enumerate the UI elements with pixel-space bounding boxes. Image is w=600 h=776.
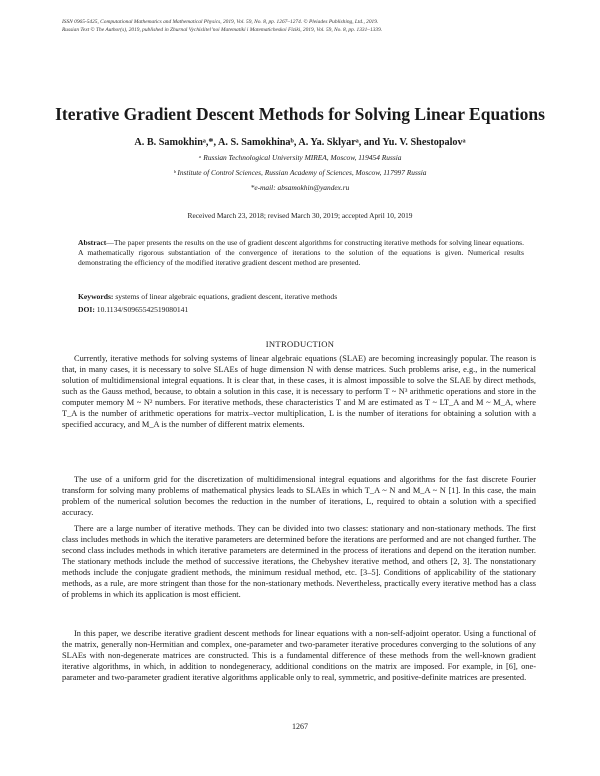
doi-label: DOI: <box>78 305 95 314</box>
paper-title: Iterative Gradient Descent Methods for Solving Linear Equations <box>55 104 545 124</box>
received-dates: Received March 23, 2018; revised March 30, 2019; accepted April 10, 2019 <box>187 211 413 220</box>
affiliation-a: ᵃ Russian Technological University MIREA, Moscow, 119454 Russia <box>198 153 402 162</box>
keywords-label: Keywords: <box>78 292 114 301</box>
intro-paragraph-1: Currently, iterative methods for solving systems of linear algebraic equations (SLAE) are becoming increasingly popular. The reason is that, in many cases, it is necessary to solve SLAEs of huge dimension N with dense matrices. Such problems arise, e.g., in the numerical solution of multidimensional integral equations. It is clear that, in these cases, it is almost impossible to solve the SLAE by direct methods, such as the Gauss method, because, to obtain a solution in this case, it is necessary to perform T ~ N³ arithmetic operations and store in the computer memory M ~ N² numbers. For iterative methods, these characteristics T and M are estimated as T ~ LT_A and M ~ M_A, where T_A is the number of arithmetic operations for matrix–vector multiplication, L is the number of iterations for obtaining a solution with a specified accuracy, and M_A is the number of different matrix elements. <box>62 354 536 429</box>
abstract-label: Abstract <box>78 238 107 247</box>
header-line-1: ISSN 0965-5425, Computational Mathematics and Mathematical Physics, 2019, Vol. 59, No. 8, pp. 1267–1274. © Pleiades Publishing, Ltd., 2019. <box>62 19 379 25</box>
intro-paragraph-3: There are a large number of iterative methods. They can be divided into two classes: stationary and non-stationary methods. The first class includes methods in which the iterative parameters are determined before the iterations are performed and are not changed further. The second class includes methods in which iterative parameters are determined in the process of iterations and depend on the iteration number. The stationary methods include the method of successive iterations, the Chebyshev iterative method, and others [2, 3]. The nonstationary methods include the conjugate gradient methods, the minimum residual method, etc. [3–5]. Conditions of applicability of the stationary methods, as a rule, are more stringent than those for the non-stationary methods. Nevertheless, practically every iterative method has a class of problems in which its application is most efficient. <box>62 524 536 599</box>
journal-header <box>62 19 562 34</box>
doi-text: 10.1134/S0965542519080141 <box>94 305 189 314</box>
keywords-text: systems of linear algebraic equations, gradient descent, iterative methods <box>113 292 338 301</box>
doi <box>78 305 524 315</box>
author-email: *e-mail: absamokhin@yandex.ru <box>250 183 350 192</box>
page-number: 1267 <box>292 722 308 731</box>
header-line-2: Russian Text © The Author(s), 2019, published in Zhurnal Vychislitel’noi Matematiki i Matematicheskoi Fiziki, 2019, Vol. 59, No. 8, pp. 1331–1339. <box>62 26 383 33</box>
intro-paragraph-2: The use of a uniform grid for the discretization of multidimensional integral equations and algorithms for the fast discrete Fourier transform for solving many problems of mathematical physics leads to SLAEs in which T_A ~ N and M_A ~ N [1]. In this case, the main problem of the numerical solution becomes the reduction in the number of iterations, L, required to obtain a solution with a specified accuracy. <box>62 475 536 517</box>
section-heading-introduction: INTRODUCTION <box>265 339 335 349</box>
keywords <box>78 292 524 302</box>
affiliation-b: ᵇ Institute of Control Sciences, Russian Academy of Sciences, Moscow, 117997 Russia <box>173 168 427 177</box>
intro-paragraph-4: In this paper, we describe iterative gradient descent methods for linear equations with a non-self-adjoint operator. Using a functional of the matrix, generally non-Hermitian and complex, one-parameter and two-parameter iterative procedures converging to the solutions of any SLAEs with non-degenerate matrices are constructed. This is a fundamental difference of these methods from the well-known gradient iterative algorithms, in which, in addition to nondegeneracy, additional conditions on the matrix are imposed. For example, in [6], one-parameter and two-parameter gradient iterative algorithms applicable only to real, symmetric, and positive-definite matrices are presented. <box>62 629 536 682</box>
abstract-text: —The paper presents the results on the use of gradient descent algorithms for constructing iterative methods for solving linear equations. A mathematically rigorous substantiation of the convergence of iterations to the solution of the equations is given. Numerical results demonstrating the efficiency of the modified iterative gradient descent method are presented. <box>78 238 524 268</box>
abstract <box>78 238 524 269</box>
author-list: A. B. Samokhinᵃ,*, A. S. Samokhinaᵇ, A. Ya. Sklyarᵃ, and Yu. V. Shestopalovᵃ <box>134 137 466 148</box>
